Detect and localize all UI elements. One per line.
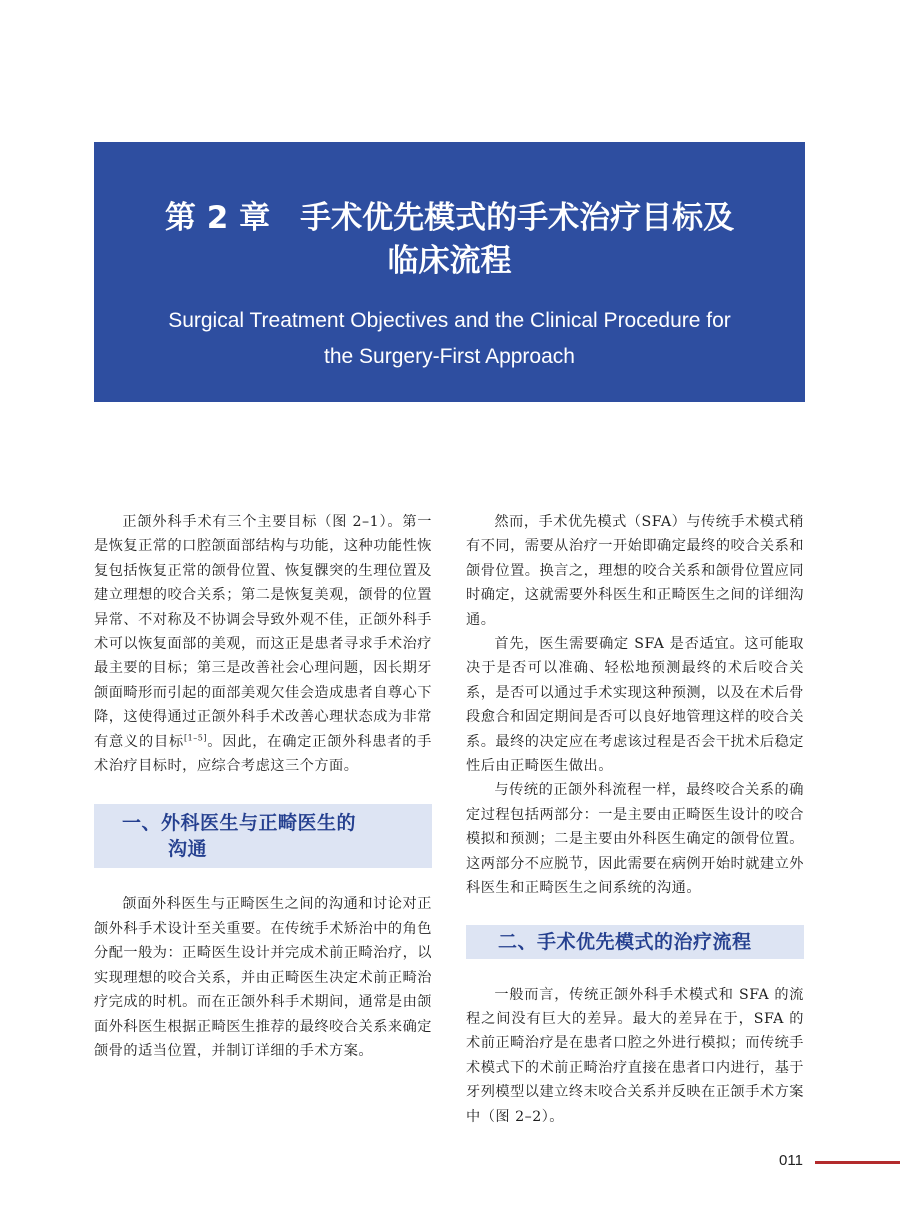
section-heading-line1: 一、外科医生与正畸医生的 (122, 812, 357, 835)
section-heading-treatment-flow: 二、手术优先模式的治疗流程 (466, 925, 804, 959)
chapter-title-en-line2: the Surgery-First Approach (324, 345, 575, 368)
occlusion-process-paragraph: 与传统的正颌外科流程一样，最终咬合关系的确定过程包括两部分：一是主要由正畸医生设计的咬合模拟和预测；二是主要由外科医生确定的颌骨位置。这两部分不应脱节，因此需要在病例开始时就建立外科医生和正畸医生之间系统的沟通。 (466, 782, 804, 897)
communication-paragraph: 颌面外科医生与正畸医生之间的沟通和讨论对正颌外科手术设计至关重要。在传统手术矫治中的角色分配一般为：正畸医生设计并完成术前正畸治疗，以实现理想的咬合关系，并由正畸医生决定术前正畸治疗完成的时机。而在正颌外科手术期间，通常是由颌面外科医生根据正畸医生推荐的最终咬合关系来确定颌骨的适当位置，并制订详细的手术方案。 (94, 896, 432, 1059)
citation-ref: [1–5] (184, 732, 207, 742)
chapter-label: 第 2 章 (164, 200, 271, 236)
chapter-title-en-line1: Surgical Treatment Objectives and the Clinical Procedure for (168, 309, 731, 332)
chapter-title-en (94, 303, 805, 375)
section-heading-line2: 沟通 (168, 838, 208, 861)
page-accent-bar (815, 1161, 900, 1164)
intro-paragraph (94, 510, 432, 778)
left-column (94, 510, 432, 1063)
sfa-difference-paragraph: 然而，手术优先模式（SFA）与传统手术模式稍有不同，需要从治疗一开始即确定最终的咬合关系和颌骨位置。换言之，理想的咬合关系和颌骨位置应同时确定，这就需要外科医生和正畸医生之间的详细沟通。 (466, 514, 804, 628)
right-column (466, 510, 804, 1129)
treatment-flow-paragraph: 一般而言，传统正颌外科手术模式和 SFA 的流程之间没有巨大的差异。最大的差异在于，SFA 的术前正畸治疗是在患者口腔之外进行模拟；而传统手术模式下的术前正畸治疗直接在患者口内进行，基于牙列模型以建立终末咬合关系并反映在正颌手术方案中（图 2–2）。 (466, 986, 804, 1125)
section-heading-communication (94, 804, 432, 868)
chapter-title-banner (94, 142, 805, 402)
chapter-title-cn-line1: 手术优先模式的手术治疗目标及 (300, 200, 735, 236)
chapter-title-cn (94, 197, 805, 283)
intro-text-end: 。因此，在确定正颌外科患者的手术治疗目标时，应综合考虑这三个方面。 (94, 733, 432, 775)
page-number: 011 (779, 1152, 803, 1169)
sfa-suitability-paragraph: 首先，医生需要确定 SFA 是否适宜。这可能取决于是否可以准确、轻松地预测最终的术后咬合关系，是否可以通过手术实现这种预测，以及在术后骨段愈合和固定期间是否可以良好地管理这样的咬合关系。最终的决定应在考虑该过程是否会干扰术后稳定性后由正畸医生做出。 (466, 636, 804, 775)
intro-text: 正颌外科手术有三个主要目标（图 2–1）。第一是恢复正常的口腔颌面部结构与功能，这种功能性恢复包括恢复正常的颌骨位置、恢复髁突的生理位置及建立理想的咬合关系；第二是恢复美观，颌骨的位置异常、不对称及不协调会导致外观不佳，正颌外科手术可以恢复面部的美观，而这正是患者寻求手术治疗最主要的目标；第三是改善社会心理问题，因长期牙颌面畸形而引起的面部美观欠佳会造成患者自尊心下降，这使得通过正颌外科手术改善心理状态成为非常有意义的目标 (94, 514, 432, 750)
chapter-title-cn-line2: 临床流程 (387, 243, 512, 279)
